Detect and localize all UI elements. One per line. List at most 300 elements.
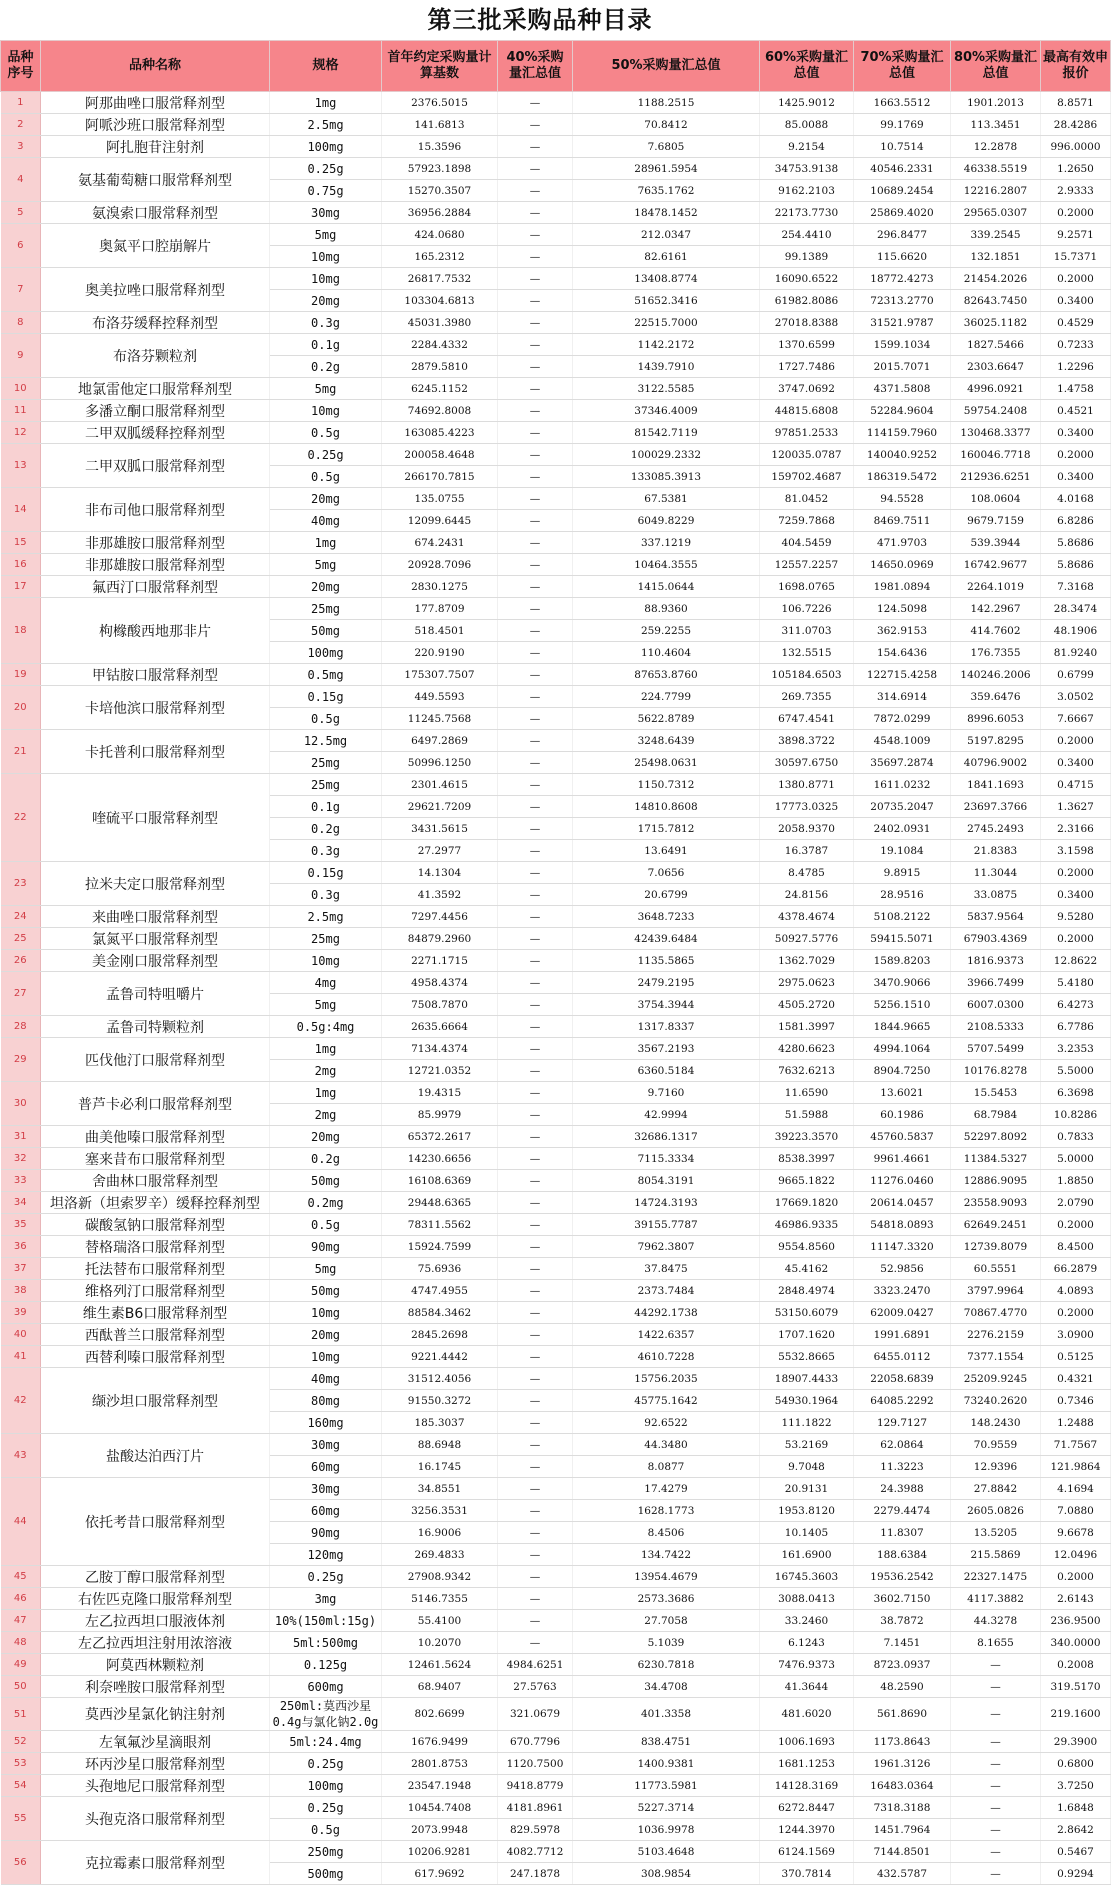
pct50-cell: 15756.2035 (573, 1368, 760, 1390)
pct70-cell: 3602.7150 (854, 1588, 951, 1610)
pct80-cell: 12.2878 (951, 136, 1041, 158)
seq-cell: 29 (1, 1038, 41, 1082)
spec-cell: 0.3g (270, 312, 382, 334)
pct60-cell: 1681.1253 (760, 1753, 854, 1775)
pct70-cell: 11276.0460 (854, 1170, 951, 1192)
spec-cell: 10mg (270, 1346, 382, 1368)
max-price-cell: 5.0000 (1041, 1148, 1111, 1170)
pct50-cell: 14810.8608 (573, 796, 760, 818)
pct60-cell: 1380.8771 (760, 774, 854, 796)
table-row (1, 1588, 1111, 1610)
max-price-cell: 6.8286 (1041, 510, 1111, 532)
spec-cell: 0.25g (270, 1797, 382, 1819)
base-cell: 31512.4056 (382, 1368, 498, 1390)
pct50-cell: 1135.5865 (573, 950, 760, 972)
pct80-cell: 9679.7159 (951, 510, 1041, 532)
table-row (1, 1148, 1111, 1170)
pct60-cell: 1006.1693 (760, 1731, 854, 1753)
pct70-cell: 64085.2292 (854, 1390, 951, 1412)
base-cell: 4747.4955 (382, 1280, 498, 1302)
pct80-cell: 21.8383 (951, 840, 1041, 862)
drug-name-cell: 环丙沙星口服常释剂型 (41, 1753, 270, 1775)
pct80-cell: 142.2967 (951, 598, 1041, 620)
pct40-cell: — (498, 92, 573, 114)
pct70-cell: 6455.0112 (854, 1346, 951, 1368)
pct40-cell: — (498, 1236, 573, 1258)
max-price-cell: 12.0496 (1041, 1544, 1111, 1566)
seq-cell: 52 (1, 1731, 41, 1753)
seq-cell: 16 (1, 554, 41, 576)
pct70-cell: 1981.0894 (854, 576, 951, 598)
base-cell: 449.5593 (382, 686, 498, 708)
pct40-cell: — (498, 1082, 573, 1104)
pct50-cell: 5.1039 (573, 1632, 760, 1654)
base-cell: 2376.5015 (382, 92, 498, 114)
pct70-cell: 3323.2470 (854, 1280, 951, 1302)
pct50-cell: 3248.6439 (573, 730, 760, 752)
pct50-cell: 2573.3686 (573, 1588, 760, 1610)
pct80-cell: 1816.9373 (951, 950, 1041, 972)
seq-cell: 38 (1, 1280, 41, 1302)
max-price-cell: 0.2000 (1041, 730, 1111, 752)
max-price-cell: 29.3900 (1041, 1731, 1111, 1753)
pct80-cell: 2605.0826 (951, 1500, 1041, 1522)
spec-cell: 0.5g (270, 466, 382, 488)
pct60-cell: 27018.8388 (760, 312, 854, 334)
pct50-cell: 11773.5981 (573, 1775, 760, 1797)
pct80-cell: 68.7984 (951, 1104, 1041, 1126)
pct40-cell: — (498, 686, 573, 708)
pct70-cell: 10689.2454 (854, 180, 951, 202)
base-cell: 802.6699 (382, 1698, 498, 1731)
base-cell: 78311.5562 (382, 1214, 498, 1236)
pct70-cell: 7144.8501 (854, 1841, 951, 1863)
pct40-cell: — (498, 774, 573, 796)
seq-cell: 10 (1, 378, 41, 400)
seq-cell: 45 (1, 1566, 41, 1588)
base-cell: 14230.6656 (382, 1148, 498, 1170)
pct80-cell: 8.1655 (951, 1632, 1041, 1654)
pct80-cell: 25209.9245 (951, 1368, 1041, 1390)
pct80-cell: 11384.5327 (951, 1148, 1041, 1170)
pct50-cell: 1400.9381 (573, 1753, 760, 1775)
pct50-cell: 45775.1642 (573, 1390, 760, 1412)
pct40-cell: — (498, 818, 573, 840)
pct50-cell: 81542.7119 (573, 422, 760, 444)
pct60-cell: 9.2154 (760, 136, 854, 158)
table-row (1, 158, 1111, 180)
pct60-cell: 5532.8665 (760, 1346, 854, 1368)
seq-cell: 37 (1, 1258, 41, 1280)
base-cell: 45031.3980 (382, 312, 498, 334)
pct50-cell: 34.4708 (573, 1676, 760, 1698)
pct40-cell: — (498, 1126, 573, 1148)
base-cell: 15924.7599 (382, 1236, 498, 1258)
pct60-cell: 9554.8560 (760, 1236, 854, 1258)
pct80-cell: 359.6476 (951, 686, 1041, 708)
seq-cell: 54 (1, 1775, 41, 1797)
max-price-cell: 10.8286 (1041, 1104, 1111, 1126)
drug-name-cell: 头孢地尼口服常释剂型 (41, 1775, 270, 1797)
max-price-cell: 3.7250 (1041, 1775, 1111, 1797)
pct40-cell: — (498, 576, 573, 598)
base-cell: 16108.6369 (382, 1170, 498, 1192)
table-row (1, 444, 1111, 466)
pct80-cell: 59754.2408 (951, 400, 1041, 422)
seq-cell: 42 (1, 1368, 41, 1434)
pct70-cell: 4371.5808 (854, 378, 951, 400)
pct80-cell: 212936.6251 (951, 466, 1041, 488)
table-row (1, 972, 1111, 994)
pct70-cell: 186319.5472 (854, 466, 951, 488)
drug-name-cell: 左乙拉西坦注射用浓溶液 (41, 1632, 270, 1654)
pct40-cell: — (498, 1412, 573, 1434)
drug-name-cell: 氨基葡萄糖口服常释剂型 (41, 158, 270, 202)
seq-cell: 18 (1, 598, 41, 664)
spec-cell: 10mg (270, 1302, 382, 1324)
seq-cell: 17 (1, 576, 41, 598)
drug-name-cell: 匹伐他汀口服常释剂型 (41, 1038, 270, 1082)
drug-name-cell: 布洛芬缓释控释剂型 (41, 312, 270, 334)
pct50-cell: 37346.4009 (573, 400, 760, 422)
drug-name-cell: 缬沙坦口服常释剂型 (41, 1368, 270, 1434)
base-cell: 19.4315 (382, 1082, 498, 1104)
pct70-cell: 8723.0937 (854, 1654, 951, 1676)
pct70-cell: 94.5528 (854, 488, 951, 510)
spec-cell: 12.5mg (270, 730, 382, 752)
pct50-cell: 5227.3714 (573, 1797, 760, 1819)
max-price-cell: 4.0893 (1041, 1280, 1111, 1302)
spec-cell: 5mg (270, 1258, 382, 1280)
base-cell: 2271.1715 (382, 950, 498, 972)
pct60-cell: 11.6590 (760, 1082, 854, 1104)
base-cell: 1676.9499 (382, 1731, 498, 1753)
max-price-cell: 9.5280 (1041, 906, 1111, 928)
spec-cell: 5ml:500mg (270, 1632, 382, 1654)
spec-cell: 0.1g (270, 796, 382, 818)
max-price-cell: 0.4521 (1041, 400, 1111, 422)
pct40-cell: — (498, 400, 573, 422)
max-price-cell: 0.4321 (1041, 1368, 1111, 1390)
base-cell: 518.4501 (382, 620, 498, 642)
table-row (1, 1214, 1111, 1236)
base-cell: 10454.7408 (382, 1797, 498, 1819)
pct70-cell: 9.8915 (854, 862, 951, 884)
pct40-cell: — (498, 488, 573, 510)
table-row (1, 1126, 1111, 1148)
max-price-cell: 0.7346 (1041, 1390, 1111, 1412)
spec-cell: 0.5g (270, 708, 382, 730)
pct70-cell: 1844.9665 (854, 1016, 951, 1038)
max-price-cell: 0.7833 (1041, 1126, 1111, 1148)
base-cell: 91550.3272 (382, 1390, 498, 1412)
table-row (1, 1610, 1111, 1632)
max-price-cell: 8.4500 (1041, 1236, 1111, 1258)
table-row (1, 92, 1111, 114)
pct80-cell: 23697.3766 (951, 796, 1041, 818)
pct60-cell: 2848.4974 (760, 1280, 854, 1302)
pct40-cell: — (498, 1588, 573, 1610)
pct80-cell: 2303.6647 (951, 356, 1041, 378)
max-price-cell: 71.7567 (1041, 1434, 1111, 1456)
max-price-cell: 1.6848 (1041, 1797, 1111, 1819)
base-cell: 36956.2884 (382, 202, 498, 224)
pct70-cell: 45760.5837 (854, 1126, 951, 1148)
pct40-cell: — (498, 1016, 573, 1038)
drug-name-cell: 普芦卡必利口服常释剂型 (41, 1082, 270, 1126)
drug-name-cell: 阿莫西林颗粒剂 (41, 1654, 270, 1676)
spec-cell: 2mg (270, 1060, 382, 1082)
pct70-cell: 5256.1510 (854, 994, 951, 1016)
pct80-cell: 13.5205 (951, 1522, 1041, 1544)
table-header-row (1, 41, 1111, 92)
spec-cell: 0.5g (270, 1214, 382, 1236)
table-row (1, 114, 1111, 136)
table-row (1, 1016, 1111, 1038)
drug-name-cell: 依托考昔口服常释剂型 (41, 1478, 270, 1566)
base-cell: 424.0680 (382, 224, 498, 246)
spec-cell: 20mg (270, 1126, 382, 1148)
pct40-cell: — (498, 1522, 573, 1544)
table-row (1, 1676, 1111, 1698)
pct40-cell: — (498, 224, 573, 246)
pct50-cell: 401.3358 (573, 1698, 760, 1731)
table-row (1, 774, 1111, 796)
drug-name-cell: 氟西汀口服常释剂型 (41, 576, 270, 598)
spec-cell: 160mg (270, 1412, 382, 1434)
seq-cell: 27 (1, 972, 41, 1016)
pct80-cell: 70.9559 (951, 1434, 1041, 1456)
pct60-cell: 1707.1620 (760, 1324, 854, 1346)
base-cell: 29621.7209 (382, 796, 498, 818)
pct60-cell: 12557.2257 (760, 554, 854, 576)
pct60-cell: 1953.8120 (760, 1500, 854, 1522)
pct70-cell: 3470.9066 (854, 972, 951, 994)
base-cell: 26817.7532 (382, 268, 498, 290)
spec-cell: 500mg (270, 1863, 382, 1885)
pct40-cell: — (498, 422, 573, 444)
pct80-cell: 5707.5499 (951, 1038, 1041, 1060)
max-price-cell: 5.8686 (1041, 554, 1111, 576)
base-cell: 103304.6813 (382, 290, 498, 312)
pct60-cell: 9162.2103 (760, 180, 854, 202)
pct60-cell: 6272.8447 (760, 1797, 854, 1819)
drug-name-cell: 左乙拉西坦口服液体剂 (41, 1610, 270, 1632)
pct50-cell: 100029.2332 (573, 444, 760, 466)
max-price-cell: 0.4529 (1041, 312, 1111, 334)
spec-cell: 0.5g (270, 1819, 382, 1841)
pct50-cell: 7115.3334 (573, 1148, 760, 1170)
pct80-cell: 113.3451 (951, 114, 1041, 136)
pct60-cell: 111.1822 (760, 1412, 854, 1434)
pct80-cell: 160046.7718 (951, 444, 1041, 466)
seq-cell: 55 (1, 1797, 41, 1841)
drug-name-cell: 布洛芬颗粒剂 (41, 334, 270, 378)
drug-name-cell: 二甲双胍口服常释剂型 (41, 444, 270, 488)
pct60-cell: 18907.4433 (760, 1368, 854, 1390)
pct60-cell: 4505.2720 (760, 994, 854, 1016)
pct80-cell: 108.0604 (951, 488, 1041, 510)
pct60-cell: 132.5515 (760, 642, 854, 664)
pct70-cell: 52284.9604 (854, 400, 951, 422)
table-row (1, 1346, 1111, 1368)
drug-name-cell: 盐酸达泊西汀片 (41, 1434, 270, 1478)
drug-name-cell: 非那雄胺口服常释剂型 (41, 532, 270, 554)
pct70-cell: 62009.0427 (854, 1302, 951, 1324)
pct60-cell: 1581.3997 (760, 1016, 854, 1038)
pct80-cell: 73240.2620 (951, 1390, 1041, 1412)
max-price-cell: 66.2879 (1041, 1258, 1111, 1280)
base-cell: 2845.2698 (382, 1324, 498, 1346)
pct40-cell: — (498, 752, 573, 774)
pct60-cell: 161.6900 (760, 1544, 854, 1566)
pct80-cell: 176.7355 (951, 642, 1041, 664)
pct70-cell: 48.2590 (854, 1676, 951, 1698)
base-cell: 23547.1948 (382, 1775, 498, 1797)
pct50-cell: 44.3480 (573, 1434, 760, 1456)
seq-cell: 7 (1, 268, 41, 312)
pct70-cell: 124.5098 (854, 598, 951, 620)
pct40-cell: — (498, 1368, 573, 1390)
spec-cell: 10mg (270, 268, 382, 290)
pct40-cell: — (498, 1632, 573, 1654)
pct70-cell: 114159.7960 (854, 422, 951, 444)
pct40-cell: 9418.8779 (498, 1775, 573, 1797)
spec-cell: 1mg (270, 1038, 382, 1060)
base-cell: 674.2431 (382, 532, 498, 554)
pct80-cell: 5837.9564 (951, 906, 1041, 928)
pct80-cell: 44.3278 (951, 1610, 1041, 1632)
pct60-cell: 51.5988 (760, 1104, 854, 1126)
pct60-cell: 44815.6808 (760, 400, 854, 422)
spec-cell: 30mg (270, 1478, 382, 1500)
seq-cell: 33 (1, 1170, 41, 1192)
base-cell: 41.3592 (382, 884, 498, 906)
pct60-cell: 14128.3169 (760, 1775, 854, 1797)
base-cell: 165.2312 (382, 246, 498, 268)
pct40-cell: — (498, 642, 573, 664)
pct70-cell: 14650.0969 (854, 554, 951, 576)
pct80-cell: 82643.7450 (951, 290, 1041, 312)
pct80-cell: 12739.8079 (951, 1236, 1041, 1258)
pct80-cell: — (951, 1775, 1041, 1797)
pct60-cell: 1425.9012 (760, 92, 854, 114)
pct70-cell: 7872.0299 (854, 708, 951, 730)
pct60-cell: 1244.3970 (760, 1819, 854, 1841)
pct70-cell: 1961.3126 (854, 1753, 951, 1775)
pct70-cell: 8904.7250 (854, 1060, 951, 1082)
max-price-cell: 1.2650 (1041, 158, 1111, 180)
pct60-cell: 3088.0413 (760, 1588, 854, 1610)
base-cell: 14.1304 (382, 862, 498, 884)
spec-cell: 0.25g (270, 158, 382, 180)
pct80-cell: 2264.1019 (951, 576, 1041, 598)
max-price-cell: 6.4273 (1041, 994, 1111, 1016)
pct60-cell: 106.7226 (760, 598, 854, 620)
base-cell: 84879.2960 (382, 928, 498, 950)
seq-cell: 51 (1, 1698, 41, 1731)
seq-cell: 39 (1, 1302, 41, 1324)
pct60-cell: 2058.9370 (760, 818, 854, 840)
pct50-cell: 44292.1738 (573, 1302, 760, 1324)
spec-cell: 10%(150ml:15g) (270, 1610, 382, 1632)
base-cell: 57923.1898 (382, 158, 498, 180)
pct80-cell: — (951, 1698, 1041, 1731)
pct60-cell: 311.0703 (760, 620, 854, 642)
table-row (1, 1797, 1111, 1819)
table-row (1, 906, 1111, 928)
pct60-cell: 254.4410 (760, 224, 854, 246)
pct60-cell: 33.2460 (760, 1610, 854, 1632)
pct70-cell: 122715.4258 (854, 664, 951, 686)
drug-name-cell: 孟鲁司特颗粒剂 (41, 1016, 270, 1038)
base-cell: 163085.4223 (382, 422, 498, 444)
pct50-cell: 92.6522 (573, 1412, 760, 1434)
pct70-cell: 1599.1034 (854, 334, 951, 356)
pct60-cell: 481.6020 (760, 1698, 854, 1731)
pct70-cell: 2279.4474 (854, 1500, 951, 1522)
seq-cell: 8 (1, 312, 41, 334)
base-cell: 16.9006 (382, 1522, 498, 1544)
max-price-cell: 0.6799 (1041, 664, 1111, 686)
header-pct40: 40%采购量汇总值 (498, 41, 573, 92)
header-pct60: 60%采购量汇总值 (760, 41, 854, 92)
pct50-cell: 25498.0631 (573, 752, 760, 774)
pct70-cell: 38.7872 (854, 1610, 951, 1632)
table-row (1, 1324, 1111, 1346)
pct50-cell: 1150.7312 (573, 774, 760, 796)
pct40-cell: 1120.7500 (498, 1753, 573, 1775)
pct50-cell: 1715.7812 (573, 818, 760, 840)
drug-name-cell: 地氯雷他定口服常释剂型 (41, 378, 270, 400)
pct50-cell: 3122.5585 (573, 378, 760, 400)
spec-cell: 90mg (270, 1522, 382, 1544)
pct40-cell: — (498, 1302, 573, 1324)
base-cell: 6245.1152 (382, 378, 498, 400)
base-cell: 2635.6664 (382, 1016, 498, 1038)
pct80-cell: 2108.5333 (951, 1016, 1041, 1038)
pct60-cell: 3747.0692 (760, 378, 854, 400)
pct70-cell: 54818.0893 (854, 1214, 951, 1236)
max-price-cell: 2.6143 (1041, 1588, 1111, 1610)
base-cell: 177.8709 (382, 598, 498, 620)
pct80-cell: 4996.0921 (951, 378, 1041, 400)
table-row (1, 1368, 1111, 1390)
base-cell: 3256.3531 (382, 1500, 498, 1522)
base-cell: 10206.9281 (382, 1841, 498, 1863)
pct80-cell: 70867.4770 (951, 1302, 1041, 1324)
table-row (1, 928, 1111, 950)
table-row (1, 488, 1111, 510)
pct80-cell: 539.3944 (951, 532, 1041, 554)
pct40-cell: 829.5978 (498, 1819, 573, 1841)
pct70-cell: 24.3988 (854, 1478, 951, 1500)
header-pct80: 80%采购量汇总值 (951, 41, 1041, 92)
pct80-cell: — (951, 1819, 1041, 1841)
pct80-cell: 21454.2026 (951, 268, 1041, 290)
table-row (1, 224, 1111, 246)
base-cell: 7297.4456 (382, 906, 498, 928)
pct80-cell: 27.8842 (951, 1478, 1041, 1500)
table-row (1, 400, 1111, 422)
max-price-cell: 3.0502 (1041, 686, 1111, 708)
header-seq: 品种序号 (1, 41, 41, 92)
base-cell: 2879.5810 (382, 356, 498, 378)
header-name: 品种名称 (41, 41, 270, 92)
spec-cell: 100mg (270, 642, 382, 664)
max-price-cell: 0.2000 (1041, 444, 1111, 466)
spec-cell: 1mg (270, 532, 382, 554)
